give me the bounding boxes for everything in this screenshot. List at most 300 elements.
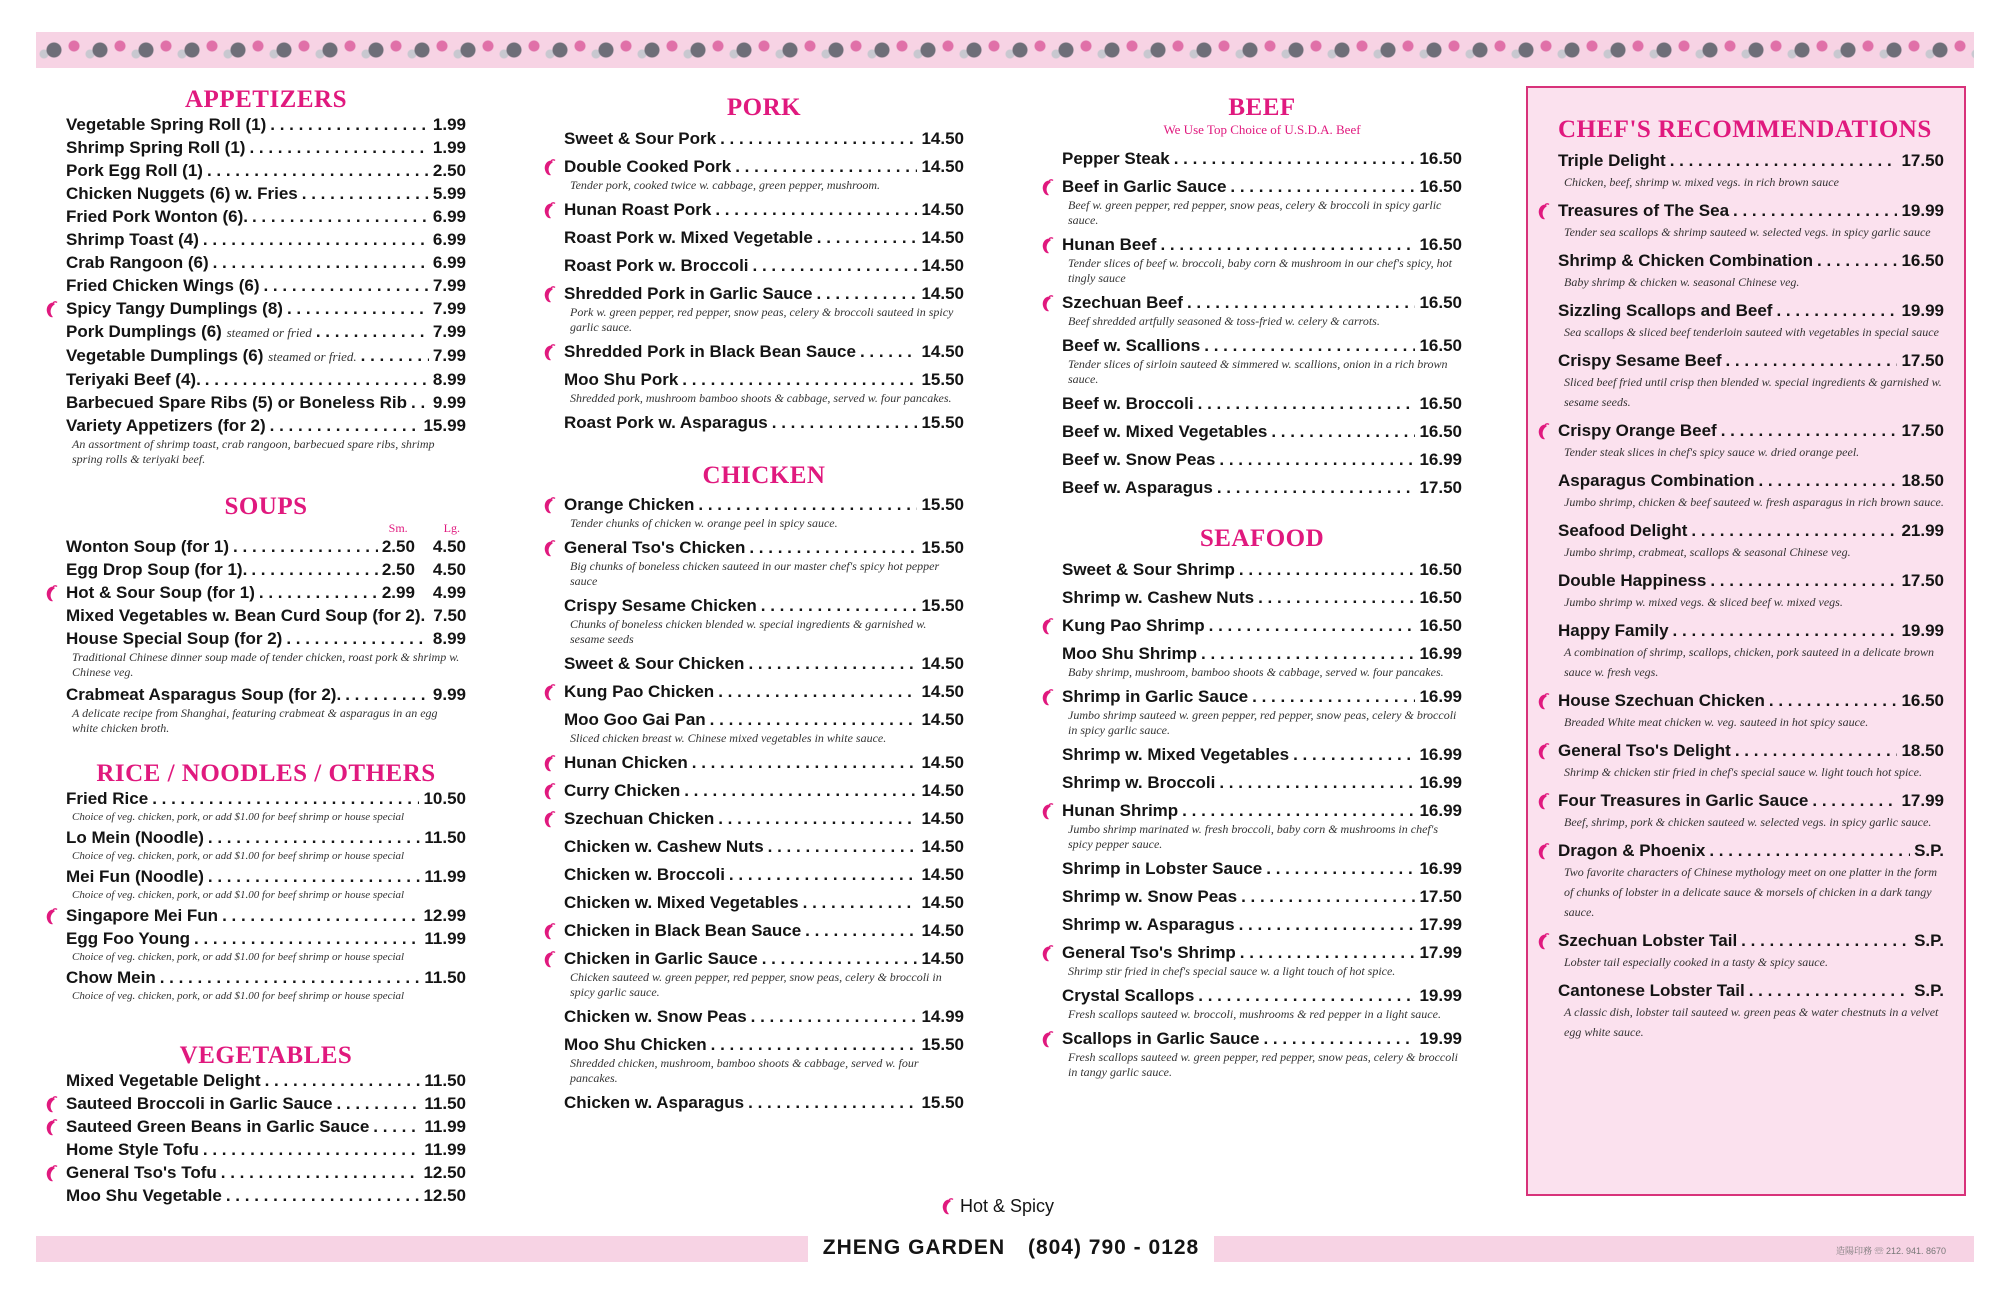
item-price: 18.50 bbox=[1901, 471, 1944, 490]
item-name-text: Shrimp Toast (4) bbox=[66, 230, 199, 249]
spicy-legend bbox=[940, 1196, 1054, 1217]
dot-leader bbox=[208, 866, 421, 888]
item-description: Jumbo shrimp w. mixed vegs. & sliced beef w. mixed vegs. bbox=[1564, 595, 1843, 609]
item-name bbox=[66, 582, 255, 604]
item-name bbox=[564, 808, 714, 830]
dot-leader bbox=[768, 836, 918, 858]
item-line bbox=[564, 653, 964, 675]
item-line bbox=[564, 920, 964, 942]
phone-number[interactable]: (804) 790 - 0128 bbox=[1027, 1236, 1200, 1259]
item-name-text: Triple Delight bbox=[1558, 151, 1666, 170]
item-name bbox=[1062, 587, 1254, 609]
menu-item bbox=[66, 1070, 466, 1092]
item-name bbox=[66, 206, 248, 228]
chili-pepper-icon bbox=[1536, 743, 1550, 761]
item-line bbox=[1558, 980, 1944, 1002]
item-price: 16.50 bbox=[1419, 616, 1462, 635]
item-price: 16.99 bbox=[1419, 745, 1462, 764]
item-name bbox=[564, 494, 694, 516]
dot-leader bbox=[1812, 790, 1897, 812]
chili-pepper-icon bbox=[1040, 1031, 1054, 1049]
item-name bbox=[1062, 744, 1289, 766]
item-name-text: Lo Mein (Noodle) bbox=[66, 828, 204, 847]
item-name bbox=[1062, 858, 1262, 880]
item-name bbox=[1558, 690, 1765, 712]
menu-item bbox=[1558, 150, 1944, 192]
item-price: 15.50 bbox=[921, 1035, 964, 1054]
item-name bbox=[1558, 520, 1687, 542]
item-list bbox=[1062, 148, 1462, 499]
item-name bbox=[66, 275, 259, 297]
item-line bbox=[1062, 914, 1462, 936]
item-name bbox=[564, 369, 678, 391]
item-line bbox=[66, 684, 466, 706]
menu-item bbox=[564, 494, 964, 531]
item-name-text: Variety Appetizers (for 2) bbox=[66, 416, 266, 435]
item-price: 5.99 bbox=[432, 184, 466, 203]
item-description: Sea scallops & sliced beef tenderloin sauteed with vegetables in special sauce bbox=[1564, 325, 1939, 339]
item-price: 16.50 bbox=[1419, 177, 1462, 196]
item-name bbox=[66, 866, 204, 888]
item-description: Fresh scallops sauteed w. green pepper, red pepper, snow peas, celery & broccoli in tangy garlic sauce. bbox=[1068, 1050, 1458, 1079]
item-line bbox=[1062, 858, 1462, 880]
dot-leader bbox=[1174, 148, 1416, 170]
dot-leader bbox=[751, 1006, 918, 1028]
dot-leader bbox=[1239, 914, 1416, 936]
item-name-text: Beef in Garlic Sauce bbox=[1062, 177, 1227, 196]
item-line bbox=[66, 582, 466, 604]
item-line bbox=[66, 605, 466, 627]
item-name-text: Crabmeat Asparagus Soup (for 2). bbox=[66, 685, 342, 704]
item-price: 14.99 bbox=[921, 1007, 964, 1026]
menu-item bbox=[66, 298, 466, 320]
item-name bbox=[66, 788, 148, 810]
item-price: 14.50 bbox=[921, 893, 964, 912]
menu-item bbox=[1558, 470, 1944, 512]
item-price: 14.50 bbox=[921, 342, 964, 361]
item-price: 14.50 bbox=[921, 710, 964, 729]
chili-pepper-icon bbox=[44, 1165, 58, 1183]
item-line bbox=[1062, 176, 1462, 198]
dot-leader bbox=[1758, 470, 1897, 492]
item-preparation-note: steamed or fried bbox=[226, 325, 312, 340]
decorative-top-border bbox=[36, 32, 1974, 68]
item-price: 16.99 bbox=[1419, 859, 1462, 878]
item-name bbox=[1558, 420, 1717, 442]
item-line bbox=[66, 1139, 466, 1161]
item-line bbox=[66, 183, 466, 205]
item-line bbox=[1558, 200, 1944, 222]
dot-leader bbox=[207, 160, 429, 182]
item-line bbox=[1062, 643, 1462, 665]
item-name bbox=[1558, 980, 1745, 1002]
item-name-text: Mixed Vegetables w. Bean Curd Soup (for 2). bbox=[66, 606, 426, 625]
item-price: 7.99 bbox=[432, 346, 466, 365]
item-name bbox=[1062, 686, 1248, 708]
dot-leader bbox=[152, 788, 419, 810]
menu-item bbox=[66, 967, 466, 1004]
item-name-text: Barbecued Spare Ribs (5) or Boneless Rib bbox=[66, 393, 408, 412]
item-name-text: Crab Rangoon (6) bbox=[66, 253, 209, 272]
dot-leader bbox=[203, 229, 429, 251]
dot-leader bbox=[270, 114, 429, 136]
item-line bbox=[66, 298, 466, 320]
item-name-text: General Tso's Tofu bbox=[66, 1163, 217, 1182]
menu-item bbox=[66, 1139, 466, 1161]
item-name-text: Sweet & Sour Shrimp bbox=[1062, 560, 1235, 579]
dot-leader bbox=[249, 137, 428, 159]
menu-item bbox=[564, 808, 964, 830]
menu-item bbox=[564, 369, 964, 406]
dot-leader bbox=[373, 1116, 420, 1138]
item-description: Chunks of boneless chicken blended w. special ingredients & garnished w. sesame seeds bbox=[570, 617, 927, 646]
item-line bbox=[1558, 350, 1944, 372]
item-name bbox=[66, 369, 201, 391]
dot-leader bbox=[1217, 477, 1416, 499]
item-name bbox=[564, 412, 768, 434]
menu-item bbox=[1062, 292, 1462, 329]
menu-item bbox=[66, 1116, 466, 1138]
dot-leader bbox=[1673, 620, 1898, 642]
dot-leader bbox=[1709, 840, 1910, 862]
item-name bbox=[564, 1092, 744, 1114]
dot-leader bbox=[194, 928, 420, 950]
item-name-text: Shrimp w. Mixed Vegetables bbox=[1062, 745, 1290, 764]
menu-item bbox=[564, 595, 964, 647]
menu-item bbox=[1062, 772, 1462, 794]
item-name-text: Mei Fun (Noodle) bbox=[66, 867, 204, 886]
item-name-text: Singapore Mei Fun bbox=[66, 906, 219, 925]
chili-pepper-icon bbox=[542, 202, 556, 220]
item-description: Shrimp stir fried in chef's special sauce w. a light touch of hot spice. bbox=[1068, 964, 1396, 978]
dot-leader bbox=[336, 1093, 420, 1115]
item-description: Big chunks of boneless chicken sauteed in our master chef's spicy hot pepper sauce bbox=[570, 559, 940, 588]
item-name bbox=[564, 864, 725, 886]
item-name-text: Curry Chicken bbox=[564, 781, 681, 800]
item-price: 11.99 bbox=[424, 1140, 466, 1159]
item-price: 19.99 bbox=[1901, 301, 1944, 320]
dot-leader bbox=[753, 255, 918, 277]
item-description: Lobster tail especially cooked in a tasty & spicy sauce. bbox=[1564, 955, 1828, 969]
item-name-text: Teriyaki Beef (4). bbox=[66, 370, 201, 389]
item-name-text: Beef w. Snow Peas bbox=[1062, 450, 1216, 469]
item-price: 14.50 bbox=[921, 921, 964, 940]
dot-leader bbox=[1721, 420, 1898, 442]
item-description: A classic dish, lobster tail sauteed w. green peas & water chestnuts in a velvet egg white sauce. bbox=[1564, 1005, 1939, 1039]
menu-item bbox=[1558, 200, 1944, 242]
menu-item bbox=[66, 788, 466, 825]
dot-leader bbox=[817, 227, 918, 249]
item-price: 14.50 bbox=[921, 256, 964, 275]
item-preparation-note: steamed or fried. bbox=[268, 349, 357, 364]
item-price: 14.50 bbox=[921, 654, 964, 673]
item-name bbox=[66, 229, 199, 251]
item-name-text: Sizzling Scallops and Beef bbox=[1558, 301, 1773, 320]
dot-leader bbox=[1209, 615, 1416, 637]
item-line bbox=[66, 229, 466, 251]
menu-item bbox=[66, 345, 466, 368]
item-name bbox=[1558, 840, 1705, 862]
item-line bbox=[66, 1162, 466, 1184]
item-price: 16.50 bbox=[1419, 588, 1462, 607]
item-name bbox=[564, 199, 711, 221]
item-price: 18.50 bbox=[1901, 741, 1944, 760]
rice-noodles-section bbox=[66, 760, 466, 1004]
item-name-text: Wonton Soup (for 1) bbox=[66, 537, 230, 556]
item-line bbox=[564, 864, 964, 886]
item-name bbox=[66, 967, 156, 989]
dot-leader bbox=[361, 345, 429, 367]
section-title: RICE / NOODLES / OTHERS bbox=[96, 760, 436, 787]
dot-leader bbox=[1725, 350, 1897, 372]
item-price: 17.50 bbox=[1901, 151, 1944, 170]
item-line bbox=[564, 156, 964, 178]
item-line bbox=[564, 948, 964, 970]
dot-leader bbox=[735, 156, 917, 178]
beef-section bbox=[1062, 94, 1462, 499]
item-name-text: Crispy Orange Beef bbox=[1558, 421, 1717, 440]
item-price: 17.99 bbox=[1419, 943, 1462, 962]
item-name-text: Roast Pork w. Broccoli bbox=[564, 256, 749, 275]
item-name bbox=[1558, 740, 1731, 762]
item-name bbox=[66, 1093, 332, 1115]
dot-leader bbox=[803, 892, 918, 914]
item-line bbox=[1558, 300, 1944, 322]
dot-leader bbox=[748, 653, 917, 675]
item-price: S.P. bbox=[1914, 931, 1944, 950]
item-price: 17.50 bbox=[1901, 421, 1944, 440]
item-name-text: Fried Chicken Wings (6) bbox=[66, 276, 260, 295]
menu-item bbox=[1558, 740, 1944, 782]
item-line bbox=[66, 928, 466, 950]
item-line bbox=[1062, 985, 1462, 1007]
item-price: 17.50 bbox=[1419, 887, 1462, 906]
menu-item bbox=[564, 864, 964, 886]
item-line bbox=[564, 1092, 964, 1114]
seafood-section bbox=[1062, 525, 1462, 1080]
dot-leader bbox=[286, 628, 429, 650]
item-line bbox=[564, 227, 964, 249]
menu-item bbox=[1062, 615, 1462, 637]
item-line bbox=[66, 345, 466, 368]
menu-item bbox=[1062, 1028, 1462, 1080]
menu-item bbox=[564, 752, 964, 774]
menu-item bbox=[1062, 985, 1462, 1022]
item-price: 11.99 bbox=[424, 1117, 466, 1136]
item-price: 15.50 bbox=[921, 596, 964, 615]
item-line bbox=[1558, 470, 1944, 492]
item-name-text: General Tso's Delight bbox=[1558, 741, 1731, 760]
item-price: 8.99 bbox=[432, 370, 466, 389]
menu-item bbox=[1558, 690, 1944, 732]
item-name-text: Fried Rice bbox=[66, 789, 149, 808]
dot-leader bbox=[1198, 393, 1416, 415]
item-price: 16.50 bbox=[1901, 251, 1944, 270]
item-name-text: Hunan Beef bbox=[1062, 235, 1157, 254]
item-price: 9.99 bbox=[432, 393, 466, 412]
restaurant-name: ZHENG GARDEN bbox=[822, 1236, 1006, 1259]
item-name-text: Moo Shu Shrimp bbox=[1062, 644, 1198, 663]
item-name-text: Egg Foo Young bbox=[66, 929, 191, 948]
dot-leader bbox=[698, 494, 917, 516]
item-price: 16.50 bbox=[1419, 422, 1462, 441]
item-name-text: Hunan Shrimp bbox=[1062, 801, 1179, 820]
item-name-text: House Szechuan Chicken bbox=[1558, 691, 1765, 710]
item-name-text: Chicken w. Mixed Vegetables bbox=[564, 893, 799, 912]
item-line bbox=[1062, 615, 1462, 637]
menu-item bbox=[1558, 250, 1944, 292]
item-price: 16.99 bbox=[1419, 687, 1462, 706]
item-name-text: Moo Shu Chicken bbox=[564, 1035, 707, 1054]
item-line bbox=[66, 392, 466, 414]
item-name-text: Scallops in Garlic Sauce bbox=[1062, 1029, 1260, 1048]
item-line bbox=[1062, 559, 1462, 581]
item-name bbox=[1558, 790, 1808, 812]
dot-leader bbox=[1160, 234, 1415, 256]
column-middle-right bbox=[1062, 86, 1462, 1086]
chili-pepper-icon bbox=[1536, 793, 1550, 811]
chili-pepper-icon bbox=[1040, 803, 1054, 821]
item-line bbox=[1062, 393, 1462, 415]
item-price: 12.99 bbox=[423, 906, 466, 925]
item-name-text: General Tso's Shrimp bbox=[1062, 943, 1236, 962]
item-name-text: Hunan Roast Pork bbox=[564, 200, 712, 219]
item-price: 14.50 bbox=[921, 837, 964, 856]
item-name bbox=[1062, 234, 1156, 256]
item-name bbox=[66, 183, 298, 205]
item-price: 16.50 bbox=[1419, 560, 1462, 579]
dot-leader bbox=[1198, 985, 1415, 1007]
item-description: Tender chunks of chicken w. orange peel in spicy sauce. bbox=[570, 516, 838, 530]
item-name bbox=[1062, 800, 1178, 822]
item-line bbox=[1062, 421, 1462, 443]
chili-pepper-icon bbox=[1536, 843, 1550, 861]
dot-leader bbox=[720, 128, 917, 150]
dot-leader bbox=[1735, 740, 1898, 762]
dot-leader bbox=[222, 905, 419, 927]
menu-item bbox=[564, 227, 964, 249]
item-name-text: Double Happiness bbox=[1558, 571, 1707, 590]
item-price: 21.99 bbox=[1901, 521, 1944, 540]
appetizers-section bbox=[66, 86, 466, 467]
item-line bbox=[564, 752, 964, 774]
item-name-text: Shrimp in Garlic Sauce bbox=[1062, 687, 1249, 706]
item-price: 12.50 bbox=[423, 1163, 466, 1182]
item-name-text: Dragon & Phoenix bbox=[1558, 841, 1706, 860]
item-name-text: Egg Drop Soup (for 1). bbox=[66, 560, 248, 579]
menu-item bbox=[1558, 930, 1944, 972]
item-name bbox=[564, 892, 799, 914]
item-name-text: Moo Shu Pork bbox=[564, 370, 679, 389]
item-line bbox=[1062, 234, 1462, 256]
item-description: Choice of veg. chicken, pork, or add $1.00 for beef shrimp or house special bbox=[72, 990, 405, 1002]
item-price: 16.99 bbox=[1419, 773, 1462, 792]
menu-item bbox=[1558, 300, 1944, 342]
item-line bbox=[1062, 335, 1462, 357]
item-price: 19.99 bbox=[1901, 201, 1944, 220]
menu-item bbox=[66, 1185, 466, 1207]
item-description: Jumbo shrimp, crabmeat, scallops & seasonal Chinese veg. bbox=[1564, 545, 1851, 559]
item-name-text: Kung Pao Chicken bbox=[564, 682, 715, 701]
item-line bbox=[1558, 420, 1944, 442]
menu-item bbox=[66, 559, 466, 581]
item-name bbox=[564, 1034, 707, 1056]
dot-leader bbox=[302, 183, 429, 205]
item-name-text: Pepper Steak bbox=[1062, 149, 1170, 168]
chicken-section bbox=[564, 462, 964, 1114]
item-price: 1.99 bbox=[432, 138, 466, 157]
chefs-recommendations-box bbox=[1526, 86, 1966, 1196]
item-name bbox=[1062, 292, 1183, 314]
item-description: Chicken sauteed w. green pepper, red pepper, snow peas, celery & broccoli in spicy garlic sauce. bbox=[570, 970, 942, 999]
item-price: 6.99 bbox=[432, 230, 466, 249]
item-price: 11.50 bbox=[424, 1094, 466, 1113]
menu-item bbox=[1558, 980, 1944, 1042]
item-name bbox=[564, 752, 688, 774]
item-line bbox=[66, 559, 466, 581]
menu-item bbox=[66, 137, 466, 159]
item-name bbox=[564, 255, 749, 277]
item-name bbox=[564, 681, 714, 703]
item-name bbox=[564, 227, 813, 249]
dot-leader bbox=[1769, 690, 1898, 712]
item-name bbox=[66, 1070, 261, 1092]
menu-item bbox=[564, 892, 964, 914]
item-name bbox=[66, 298, 283, 320]
beef-note: We Use Top Choice of U.S.D.A. Beef bbox=[1163, 122, 1361, 137]
item-price: 19.99 bbox=[1419, 986, 1462, 1005]
menu-item bbox=[564, 920, 964, 942]
item-price: 8.99 bbox=[432, 629, 466, 648]
dot-leader bbox=[710, 709, 918, 731]
dot-leader bbox=[711, 1034, 918, 1056]
chili-pepper-icon bbox=[44, 1096, 58, 1114]
menu-item bbox=[564, 1034, 964, 1086]
menu-item bbox=[66, 321, 466, 344]
item-name bbox=[1062, 421, 1267, 443]
item-name-text: Shrimp w. Cashew Nuts bbox=[1062, 588, 1255, 607]
dot-leader bbox=[1219, 772, 1415, 794]
item-price: 16.99 bbox=[1419, 644, 1462, 663]
item-price: 14.50 bbox=[921, 284, 964, 303]
item-description: Beef w. green pepper, red pepper, snow peas, celery & broccoli in spicy garlic sauce. bbox=[1068, 198, 1442, 227]
item-line bbox=[1558, 690, 1944, 712]
dot-leader bbox=[1201, 643, 1415, 665]
item-name bbox=[1558, 570, 1706, 592]
item-line bbox=[564, 709, 964, 731]
item-name-text: Seafood Delight bbox=[1558, 521, 1688, 540]
item-name bbox=[1558, 470, 1754, 492]
chili-pepper-icon bbox=[542, 497, 556, 515]
item-description: Tender slices of beef w. broccoli, baby corn & mushroom in our chef's spicy, hot tingly sauce bbox=[1068, 256, 1452, 285]
item-name-text: Spicy Tangy Dumplings (8) bbox=[66, 299, 283, 318]
menu-item bbox=[66, 905, 466, 927]
item-description: Fresh scallops sauteed w. broccoli, mushrooms & red pepper in a light sauce. bbox=[1068, 1007, 1441, 1021]
item-name bbox=[564, 128, 716, 150]
item-description: Shrimp & chicken stir fried in chef's special sauce w. light touch hot spice. bbox=[1564, 765, 1922, 779]
item-description: Baby shrimp & chicken w. seasonal Chinese veg. bbox=[1564, 275, 1800, 289]
item-name bbox=[66, 415, 266, 437]
item-price: 4.50 bbox=[432, 560, 466, 579]
menu-item bbox=[1062, 449, 1462, 471]
menu-item bbox=[1558, 520, 1944, 562]
menu-item bbox=[66, 684, 466, 736]
item-line bbox=[1062, 477, 1462, 499]
menu-item bbox=[564, 537, 964, 589]
item-name-text: Four Treasures in Garlic Sauce bbox=[1558, 791, 1809, 810]
section-title: SEAFOOD bbox=[1199, 525, 1325, 552]
dot-leader bbox=[1187, 292, 1416, 314]
